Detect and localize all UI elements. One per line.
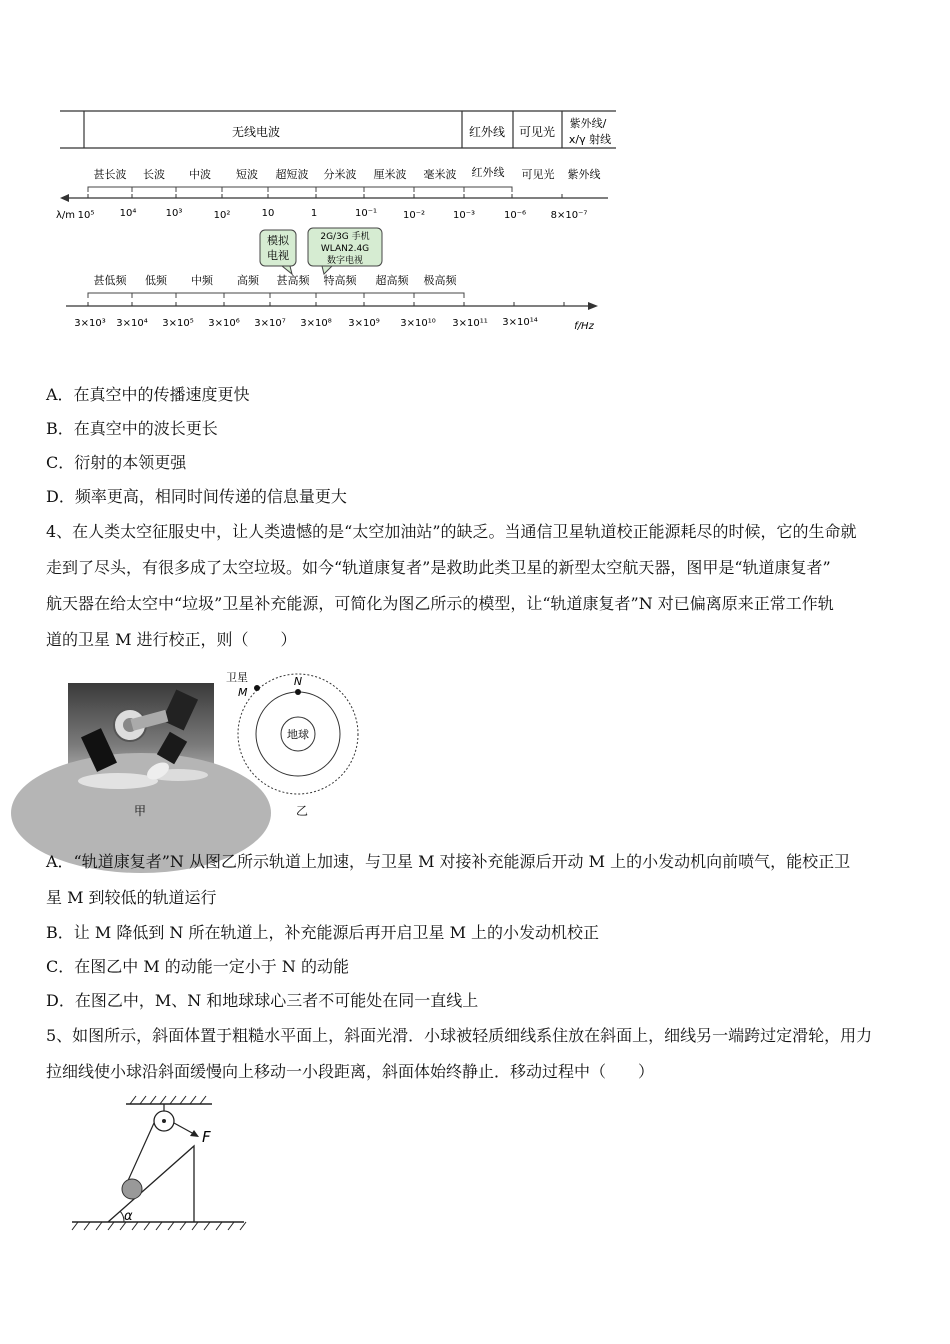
wave-name: 可见光 [521,168,555,181]
label-satellite: 卫星 [226,671,248,684]
q5-incline-diagram [68,1090,248,1236]
freq-name: 中频 [191,274,213,287]
q3-option-d: D．频率更高，相同时间传递的信息量更大 [46,487,347,506]
q4-option-a-line: A．“轨道康复者”N 从图乙所示轨道上加速，与卫星 M 对接补充能源后开动 M 上的小发动机向前喷气，能校正卫 [46,852,851,871]
wave-name: 短波 [236,168,258,181]
wave-name: 分米波 [323,168,357,181]
band-infrared: 红外线 [468,125,506,139]
q4-stem-line: 道的卫星 M 进行校正，则（ ） [46,630,297,649]
fig-jia-satellite-photo [68,683,214,795]
wavelength-tick: 10⁴ [119,208,137,219]
wavelength-tick: 10⁻¹ [354,208,378,219]
band-radio: 无线电波 [231,125,281,139]
q3-option-a: A．在真空中的传播速度更快 [46,385,250,404]
wavelength-tick: 10 [261,208,275,219]
freq-tick: 3×10¹⁴ [502,317,538,328]
wavelength-axis-label: λ/m [56,210,76,221]
band-uv: 紫外线/ [569,117,607,130]
q3-option-c: C．衍射的本领更强 [46,453,187,472]
wavelength-tick: 10² [213,210,231,221]
wave-name: 中波 [189,168,211,181]
label-N: N [293,675,303,688]
callout-analog-tv [260,230,296,274]
callout-tv-line: 模拟 [267,234,289,247]
freq-tick: 3×10⁴ [116,318,148,329]
wavelength-tick: 1 [310,208,318,219]
freq-name: 低频 [145,274,167,287]
force-label-F: F [202,1128,211,1146]
freq-name: 甚高频 [276,274,310,287]
wavelength-tick: 8×10⁻⁷ [550,210,588,221]
q4-stem-line: 航天器在给太空中“垃圾”卫星补充能源，可简化为图乙所示的模型，让“轨道康复者”N 对已偏离原来正常工作轨 [46,594,834,613]
q4-option-d: D．在图乙中，M、N 和地球球心三者不可能处在同一直线上 [46,991,479,1010]
wave-name: 红外线 [471,166,505,179]
freq-tick: 3×10⁵ [162,318,194,329]
wavelength-tick-row [56,208,587,221]
band-xray: x/γ 射线 [568,133,612,146]
callout-mobile-line: WLAN2.4G [320,244,370,254]
freq-tick: 3×10⁸ [300,318,332,329]
freq-tick: 3×10³ [74,318,106,329]
spectrum-figure [56,108,620,338]
freq-tick-row [74,317,594,332]
callout-tv-line: 电视 [267,249,289,262]
wave-name: 毫米波 [423,168,457,181]
freq-tick: 3×10⁷ [254,318,286,329]
q4-stem-line: 4、在人类太空征服史中，让人类遗憾的是“太空加油站”的缺乏。当通信卫星轨道校正能源耗尽的时候，它的生命就 [46,522,857,541]
q4-option-b: B．让 M 降低到 N 所在轨道上，补充能源后再开启卫星 M 上的小发动机校正 [46,923,600,942]
q3-option-b: B．在真空中的波长更长 [46,419,218,438]
freq-name: 超高频 [375,274,409,287]
q4-stem [46,514,908,658]
callout-mobile-line: 2G/3G 手机 [320,232,370,242]
freq-tick: 3×10¹⁰ [400,318,436,329]
q5-stem-line: 5、如图所示，斜面体置于粗糙水平面上，斜面光滑．小球被轻质细线系住放在斜面上，细线另一端跨过定滑轮，用力 [46,1026,873,1045]
q4-option-a [46,844,908,916]
q5-stem [46,1018,908,1090]
label-M: M [238,686,248,699]
freq-name: 高频 [237,274,259,287]
freq-tick: 3×10¹¹ [452,318,488,329]
freq-name: 甚低频 [93,274,127,287]
earth-label: 地球 [287,728,309,741]
q4-option-c: C．在图乙中 M 的动能一定小于 N 的动能 [46,957,349,976]
wave-name: 长波 [143,168,165,181]
wave-name: 厘米波 [373,168,407,181]
q5-stem-line: 拉细线使小球沿斜面缓慢向上移动一小段距离，斜面体始终静止．移动过程中（ ） [46,1062,655,1081]
freq-name: 极高频 [423,274,457,287]
freq-name-row [94,273,458,287]
wavelength-tick: 10³ [165,208,183,219]
freq-tick: 3×10⁹ [348,318,380,329]
freq-axis-label: f/Hz [574,321,594,332]
q4-stem-line: 走到了尽头，有很多成了太空垃圾。如今“轨道康复者”是救助此类卫星的新型太空航天器，图甲是“轨道康复者” [46,558,831,577]
wave-name-row [94,165,601,181]
fig-yi-orbit-diagram [222,670,372,802]
wave-name: 超短波 [275,168,309,181]
wave-name: 紫外线 [567,168,601,181]
fig-yi-caption: 乙 [296,804,309,818]
wavelength-tick: 10⁵ [77,210,95,221]
wavelength-tick: 10⁻² [402,210,426,221]
wave-name: 甚长波 [93,168,127,181]
wavelength-tick: 10⁻³ [452,210,476,221]
freq-name: 特高频 [323,274,357,287]
callout-mobile [308,228,382,274]
wavelength-tick: 10⁻⁶ [503,210,527,221]
band-visible: 可见光 [518,125,556,139]
fig-jia-caption: 甲 [134,804,147,818]
q4-option-a-line: 星 M 到较低的轨道运行 [46,888,217,907]
callout-mobile-line: 数字电视 [326,256,364,266]
angle-label-alpha: α [124,1209,133,1224]
freq-tick: 3×10⁶ [208,318,240,329]
